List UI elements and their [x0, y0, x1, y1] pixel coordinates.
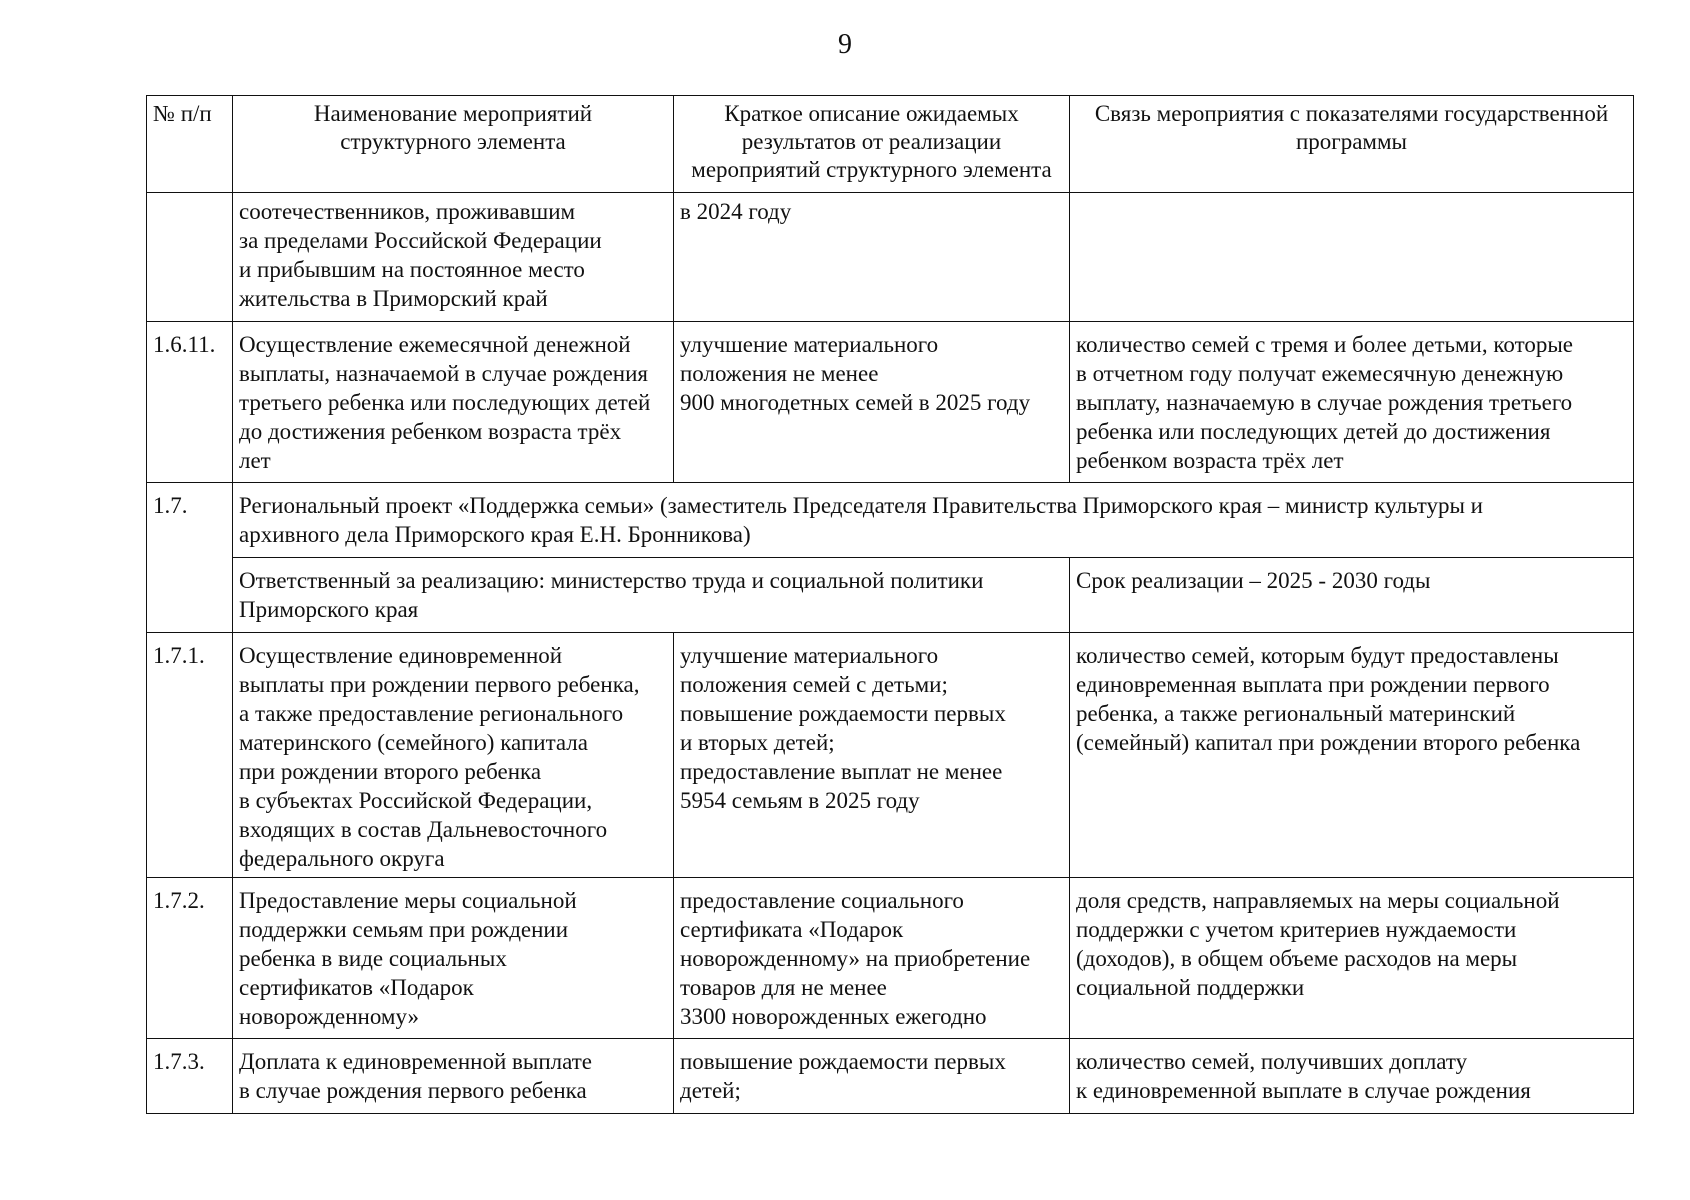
cell-number [147, 193, 233, 322]
table-header-row [147, 96, 1634, 193]
cell-number: 1.7.3. [147, 1039, 233, 1114]
cell-expected-results: улучшение материального положения семей с детьми; повышение рождаемости первых и вторых детей; предоставление выплат не менее 5954 семьям в 2025 году [674, 633, 1070, 878]
project-period: Срок реализации – 2025 - 2030 годы [1070, 558, 1634, 633]
cell-expected-results: повышение рождаемости первых детей; [674, 1039, 1070, 1114]
cell-number: 1.7. [147, 483, 233, 633]
table-row [147, 322, 1634, 483]
cell-measure-name: Доплата к единовременной выплате в случае рождения первого ребенка [233, 1039, 674, 1114]
measures-table [146, 95, 1634, 1114]
table-row [147, 633, 1634, 878]
cell-measure-name: Осуществление единовременной выплаты при рождении первого ребенка, а также предоставление регионального материнского (семейного) капитала при рождении второго ребенка в субъектах Российской Федерации, входящих в состав Дальневосточного федерального округа [233, 633, 674, 878]
cell-number: 1.6.11. [147, 322, 233, 483]
cell-measure-name: соотечественников, проживавшим за пределами Российской Федерации и прибывшим на постоянное место жительства в Приморский край [233, 193, 674, 322]
cell-indicator-link: количество семей, которым будут предоставлены единовременная выплата при рождении первого ребенка, а также региональный материнский (семейный) капитал при рождении второго ребенка [1070, 633, 1634, 878]
page-number: 9 [838, 29, 852, 60]
project-title-row [147, 483, 1634, 558]
cell-indicator-link [1070, 193, 1634, 322]
table-row [147, 878, 1634, 1039]
cell-measure-name: Предоставление меры социальной поддержки семьям при рождении ребенка в виде социальных сертификатов «Подарок новорожденному» [233, 878, 674, 1039]
header-indicator-link: Связь мероприятия с показателями государственной программы [1070, 96, 1634, 193]
cell-expected-results: улучшение материального положения не менее 900 многодетных семей в 2025 году [674, 322, 1070, 483]
cell-number: 1.7.1. [147, 633, 233, 878]
cell-indicator-link: количество семей, получивших доплату к единовременной выплате в случае рождения [1070, 1039, 1634, 1114]
cell-measure-name: Осуществление ежемесячной денежной выплаты, назначаемой в случае рождения третьего ребенка или последующих детей до достижения ребенком возраста трёх лет [233, 322, 674, 483]
table-row [147, 1039, 1634, 1114]
cell-number: 1.7.2. [147, 878, 233, 1039]
project-meta-row [147, 558, 1634, 633]
header-number: № п/п [147, 96, 233, 193]
header-measure-name: Наименование мероприятий структурного элемента [233, 96, 674, 193]
project-title: Региональный проект «Поддержка семьи» (заместитель Председателя Правительства Приморского края – министр культуры и архивного дела Приморского края Е.Н. Бронникова) [233, 483, 1634, 558]
cell-indicator-link: доля средств, направляемых на меры социальной поддержки с учетом критериев нуждаемости (доходов), в общем объеме расходов на меры социальной поддержки [1070, 878, 1634, 1039]
header-expected-results: Краткое описание ожидаемых результатов от реализации мероприятий структурного элемента [674, 96, 1070, 193]
project-responsible: Ответственный за реализацию: министерство труда и социальной политики Приморского края [233, 558, 1070, 633]
cell-expected-results: предоставление социального сертификата «Подарок новорожденному» на приобретение товаров для не менее 3300 новорожденных ежегодно [674, 878, 1070, 1039]
cell-expected-results: в 2024 году [674, 193, 1070, 322]
table-row [147, 193, 1634, 322]
cell-indicator-link: количество семей с тремя и более детьми, которые в отчетном году получат ежемесячную денежную выплату, назначаемую в случае рождения третьего ребенка или последующих детей до достижения ребенком возраста трёх лет [1070, 322, 1634, 483]
